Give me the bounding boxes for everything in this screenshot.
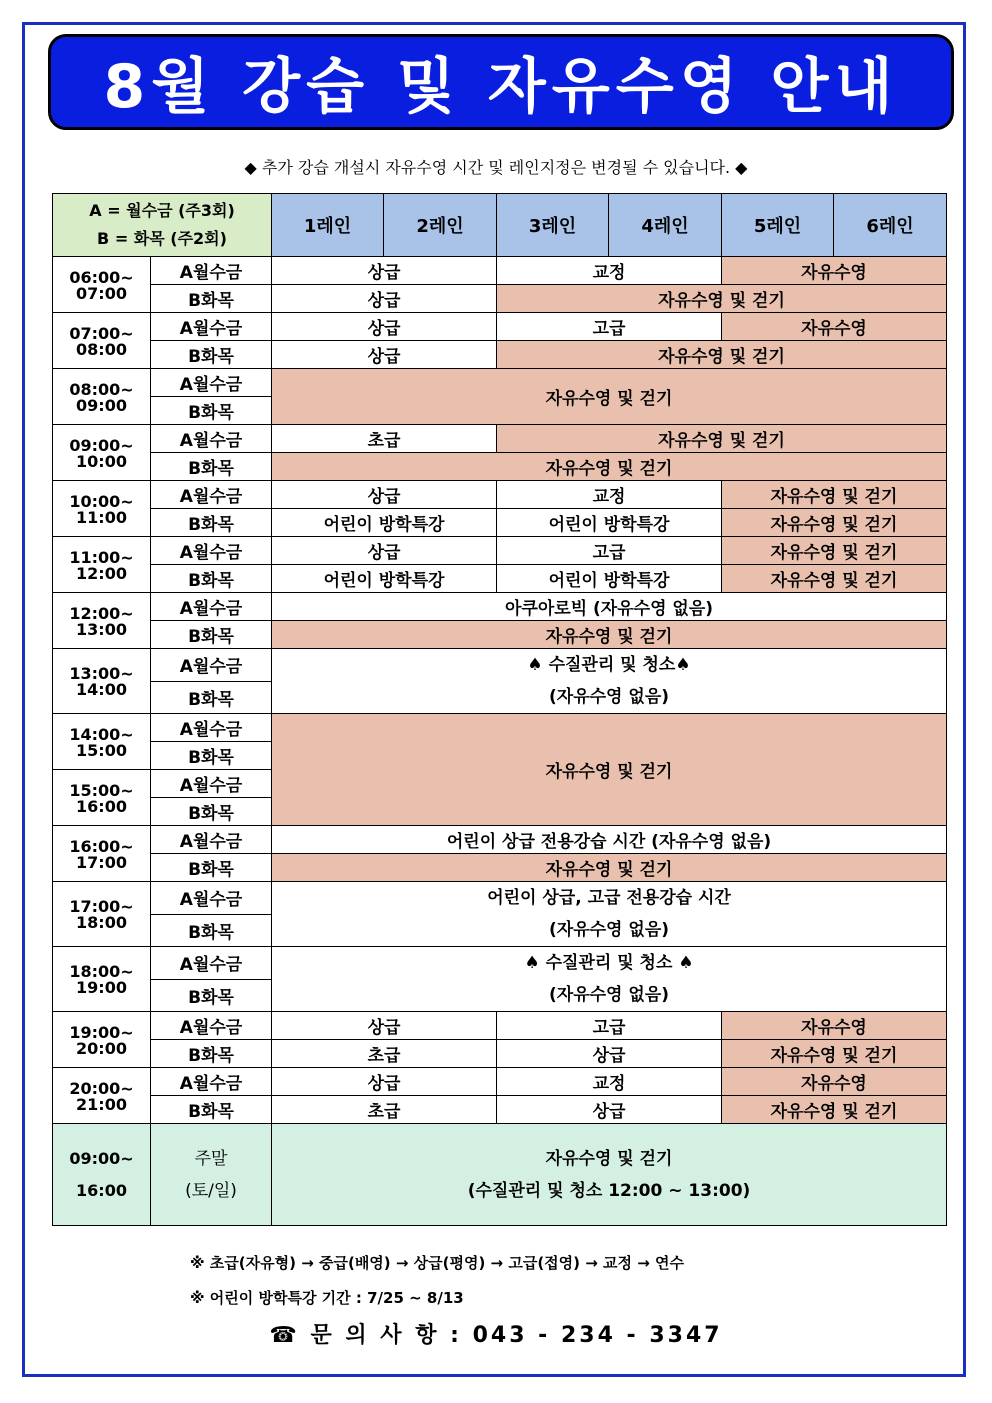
no-free-swim-label: (자유수영 없음) xyxy=(549,920,670,940)
time-cell: 06:00~ 07:00 xyxy=(53,257,151,313)
schedule-cell: 자유수영 및 걷기 xyxy=(497,285,947,313)
day-cell: A월수금 xyxy=(151,649,272,682)
lane-header-3: 3레인 xyxy=(497,194,609,257)
weekend-start: 09:00~ xyxy=(69,1148,134,1168)
page-title: 8월 강습 및 자유수영 안내 xyxy=(103,52,899,122)
lane-header-5: 5레인 xyxy=(722,194,834,257)
table-row xyxy=(53,565,947,593)
schedule-cell: 교정 xyxy=(497,257,722,285)
legend-a: A = 월수금 (주3회) xyxy=(89,201,235,220)
kids-class-label: 어린이 상급, 고급 전용강습 시간 xyxy=(487,888,731,908)
day-cell: B화목 xyxy=(151,1096,272,1124)
schedule-cell xyxy=(272,649,947,714)
schedule-cell: 초급 xyxy=(272,425,497,453)
table-row xyxy=(53,649,947,682)
day-cell: B화목 xyxy=(151,979,272,1012)
time-cell: 12:00~ 13:00 xyxy=(53,593,151,649)
schedule-cell: 상급 xyxy=(272,341,497,369)
schedule-cell: 자유수영 및 걷기 xyxy=(272,453,947,481)
schedule-cell: 자유수영 및 걷기 xyxy=(722,565,947,593)
schedule-cell: 어린이 상급 전용강습 시간 (자유수영 없음) xyxy=(272,826,947,854)
lane-header-1: 1레인 xyxy=(272,194,384,257)
day-cell: A월수금 xyxy=(151,882,272,915)
table-row xyxy=(53,313,947,341)
day-cell: B화목 xyxy=(151,509,272,537)
day-cell: A월수금 xyxy=(151,947,272,980)
weekend-day-cell xyxy=(151,1124,272,1226)
schedule-cell: 자유수영 및 걷기 xyxy=(722,1040,947,1068)
time-cell: 19:00~ 20:00 xyxy=(53,1012,151,1068)
schedule-cell: 자유수영 및 걷기 xyxy=(272,854,947,882)
table-row xyxy=(53,285,947,313)
day-cell: A월수금 xyxy=(151,826,272,854)
header-row xyxy=(53,194,947,257)
schedule-cell: 어린이 방학특강 xyxy=(497,565,722,593)
time-cell: 09:00~ 10:00 xyxy=(53,425,151,481)
no-free-swim-label: (자유수영 없음) xyxy=(549,985,670,1005)
weekend-time-cell xyxy=(53,1124,151,1226)
schedule-cell: 어린이 방학특강 xyxy=(497,509,722,537)
table-row xyxy=(53,826,947,854)
schedule-cell: 상급 xyxy=(272,257,497,285)
day-cell: B화목 xyxy=(151,742,272,770)
table-row xyxy=(53,257,947,285)
table-row xyxy=(53,947,947,980)
table-row xyxy=(53,1068,947,1096)
schedule-cell: 고급 xyxy=(497,313,722,341)
time-cell: 16:00~ 17:00 xyxy=(53,826,151,882)
schedule-cell: 자유수영 및 걷기 xyxy=(497,341,947,369)
schedule-cell: 자유수영 xyxy=(722,313,947,341)
day-cell: B화목 xyxy=(151,453,272,481)
day-cell: B화목 xyxy=(151,854,272,882)
schedule-cell: 고급 xyxy=(497,537,722,565)
schedule-table xyxy=(52,193,947,1226)
schedule-cell: 자유수영 및 걷기 xyxy=(272,714,947,826)
table-row xyxy=(53,341,947,369)
time-cell: 10:00~ 11:00 xyxy=(53,481,151,537)
table-row xyxy=(53,425,947,453)
time-cell: 13:00~ 14:00 xyxy=(53,649,151,714)
contact-info: ☎ 문 의 사 항 : 043 - 234 - 3347 xyxy=(269,1323,723,1348)
schedule-cell: 자유수영 및 걷기 xyxy=(722,1096,947,1124)
day-cell: B화목 xyxy=(151,798,272,826)
schedule-cell: 자유수영 및 걷기 xyxy=(722,481,947,509)
day-cell: A월수금 xyxy=(151,1068,272,1096)
time-cell: 14:00~ 15:00 xyxy=(53,714,151,770)
table-row xyxy=(53,593,947,621)
day-cell: B화목 xyxy=(151,565,272,593)
table-row xyxy=(53,369,947,397)
table-row xyxy=(53,714,947,742)
day-cell: A월수금 xyxy=(151,714,272,742)
schedule-cell: 상급 xyxy=(272,537,497,565)
notice-text: ◆ 추가 강습 개설시 자유수영 시간 및 레인지정은 변경될 수 있습니다. ◆ xyxy=(244,158,748,177)
table-row xyxy=(53,1040,947,1068)
schedule-cell: 자유수영 xyxy=(722,257,947,285)
weekend-end: 16:00 xyxy=(76,1180,127,1200)
schedule-cell: 상급 xyxy=(272,1012,497,1040)
weekend-days: (토/일) xyxy=(185,1180,237,1201)
schedule-cell: 자유수영 및 걷기 xyxy=(497,425,947,453)
levels-note: ※ 초급(자유형) → 중급(배영) → 상급(평영) → 고급(접영) → 교정 → 연수 xyxy=(190,1254,685,1272)
time-cell: 18:00~ 19:00 xyxy=(53,947,151,1012)
day-cell: A월수금 xyxy=(151,1012,272,1040)
schedule-cell: 자유수영 및 걷기 xyxy=(272,621,947,649)
legend-b: B = 화목 (주2회) xyxy=(97,229,227,248)
legend-cell xyxy=(53,194,272,257)
cleaning-label: ♠ 수질관리 및 청소 ♠ xyxy=(524,953,694,973)
schedule-cell: 상급 xyxy=(272,481,497,509)
table-row xyxy=(53,621,947,649)
schedule-cell: 고급 xyxy=(497,1012,722,1040)
schedule-cell xyxy=(272,882,947,947)
schedule-cell: 초급 xyxy=(272,1040,497,1068)
title-banner xyxy=(48,34,954,130)
weekend-row xyxy=(53,1124,947,1226)
schedule-cell: 어린이 방학특강 xyxy=(272,565,497,593)
table-row xyxy=(53,509,947,537)
day-cell: A월수금 xyxy=(151,313,272,341)
schedule-cell xyxy=(272,947,947,1012)
schedule-cell: 상급 xyxy=(272,285,497,313)
lane-header-2: 2레인 xyxy=(384,194,497,257)
table-row xyxy=(53,854,947,882)
lane-header-4: 4레인 xyxy=(609,194,722,257)
table-row xyxy=(53,1096,947,1124)
day-cell: A월수금 xyxy=(151,770,272,798)
time-cell: 11:00~ 12:00 xyxy=(53,537,151,593)
day-cell: A월수금 xyxy=(151,593,272,621)
day-cell: B화목 xyxy=(151,285,272,313)
kids-period-note: ※ 어린이 방학특강 기간 : 7/25 ~ 8/13 xyxy=(190,1289,464,1307)
table-row xyxy=(53,453,947,481)
day-cell: B화목 xyxy=(151,914,272,947)
schedule-cell: 초급 xyxy=(272,1096,497,1124)
day-cell: B화목 xyxy=(151,397,272,425)
table-row xyxy=(53,537,947,565)
schedule-cell: 상급 xyxy=(272,1068,497,1096)
time-cell: 20:00~ 21:00 xyxy=(53,1068,151,1124)
time-cell: 07:00~ 08:00 xyxy=(53,313,151,369)
schedule-cell: 자유수영 및 걷기 xyxy=(722,537,947,565)
day-cell: A월수금 xyxy=(151,257,272,285)
schedule-cell: 상급 xyxy=(272,313,497,341)
day-cell: B화목 xyxy=(151,681,272,714)
schedule-cell: 교정 xyxy=(497,1068,722,1096)
schedule-cell: 어린이 방학특강 xyxy=(272,509,497,537)
schedule-cell: 자유수영 및 걷기 xyxy=(272,369,947,425)
time-cell: 15:00~ 16:00 xyxy=(53,770,151,826)
day-cell: B화목 xyxy=(151,621,272,649)
day-cell: B화목 xyxy=(151,1040,272,1068)
time-cell: 17:00~ 18:00 xyxy=(53,882,151,947)
time-cell: 08:00~ 09:00 xyxy=(53,369,151,425)
day-cell: A월수금 xyxy=(151,425,272,453)
schedule-cell: 자유수영 xyxy=(722,1068,947,1096)
schedule-cell: 자유수영 및 걷기 xyxy=(722,509,947,537)
schedule-cell: 상급 xyxy=(497,1096,722,1124)
weekend-line1: 자유수영 및 걷기 xyxy=(545,1148,673,1169)
cleaning-label: ♠ 수질관리 및 청소♠ xyxy=(527,655,691,675)
day-cell: A월수금 xyxy=(151,481,272,509)
day-cell: A월수금 xyxy=(151,369,272,397)
weekend-label: 주말 xyxy=(194,1148,228,1169)
schedule-cell: 자유수영 xyxy=(722,1012,947,1040)
table-row xyxy=(53,1012,947,1040)
schedule-cell: 교정 xyxy=(497,481,722,509)
table-row xyxy=(53,481,947,509)
day-cell: A월수금 xyxy=(151,537,272,565)
schedule-cell: 아쿠아로빅 (자유수영 없음) xyxy=(272,593,947,621)
weekend-line2: (수질관리 및 청소 12:00 ~ 13:00) xyxy=(467,1180,751,1201)
lane-header-6: 6레인 xyxy=(834,194,947,257)
weekend-schedule-cell xyxy=(272,1124,947,1226)
schedule-cell: 상급 xyxy=(497,1040,722,1068)
table-row xyxy=(53,882,947,915)
day-cell: B화목 xyxy=(151,341,272,369)
no-free-swim-label: (자유수영 없음) xyxy=(549,687,670,707)
